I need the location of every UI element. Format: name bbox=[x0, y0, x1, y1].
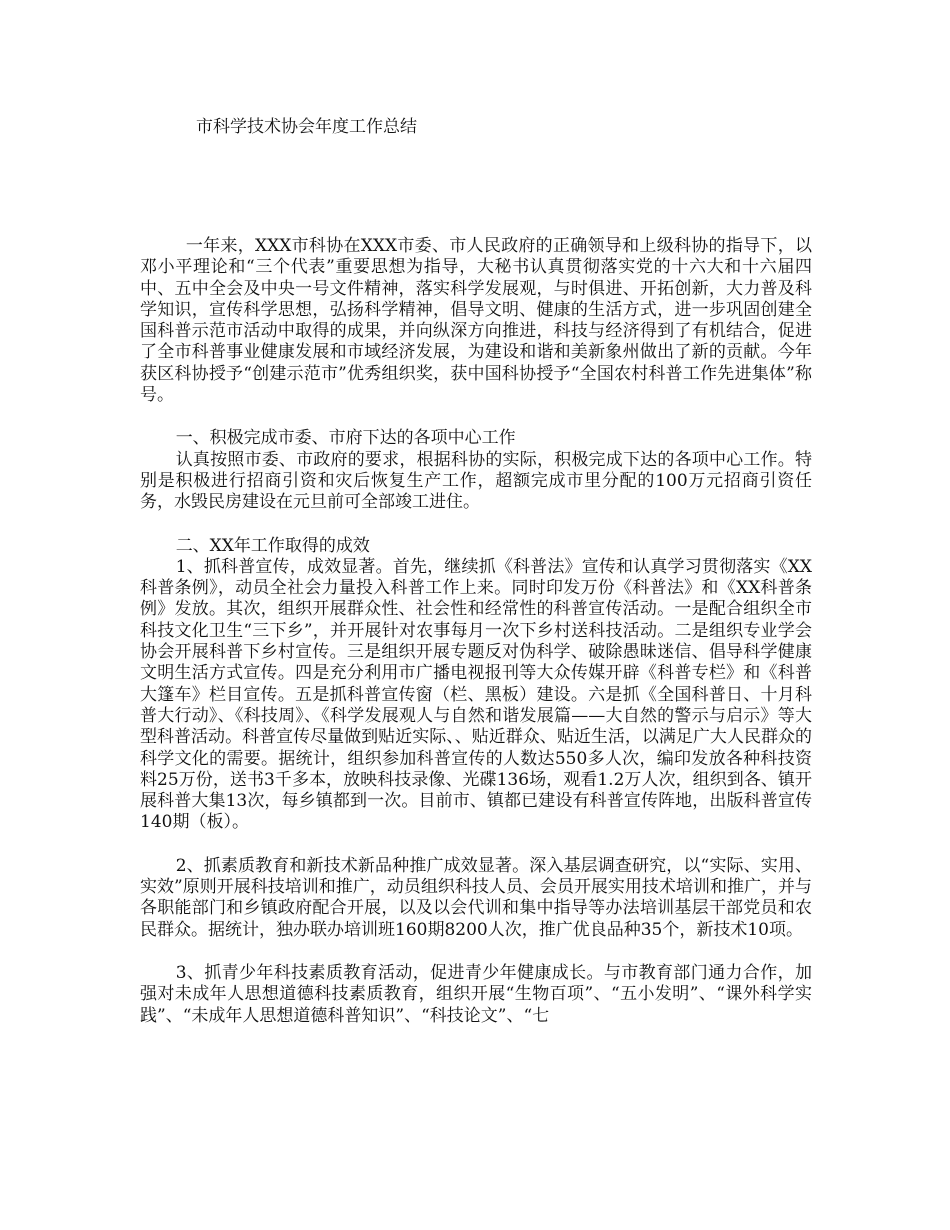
section-1-heading: 一、积极完成市委、市府下达的各项中心工作 bbox=[175, 428, 516, 449]
section-2-heading: 二、XX年工作取得的成效 bbox=[175, 535, 370, 556]
intro-paragraph: 一年来，XXX市科协在XXX市委、市人民政府的正确领导和上级科协的指导下，以邓小平理论和“三个代表”重要思想为指导，大秘书认真贯彻落实党的十六大和十六届四中、五中全会及中央一号文件精神，落实科学发展观，与时俱进、开拓创新，大力普及科学知识，宣传科学思想，弘扬科学精神，倡导文明、健康的生活方式，进一步巩固创建全国科普示范市活动中取得的成果，并向纵深方向推进，科技与经济得到了有机结合，促进了全市科普事业健康发展和市域经济发展，为建设和谐和美新象州做出了新的贡献。今年获区科协授予“创建示范市”优秀组织奖，获中国科协授予“全国农村科普工作先进集体”称号。 bbox=[140, 236, 812, 406]
document-title: 市科学技术协会年度工作总结 bbox=[196, 117, 417, 137]
section-1-paragraph: 认真按照市委、市政府的要求，根据科协的实际，积极完成下达的各项中心工作。特别是积极进行招商引资和灾后恢复生产工作，超额完成市里分配的100万元招商引资任务，水毁民房建设在元旦前可全部竣工进住。 bbox=[140, 449, 812, 513]
item-2-paragraph: 2、抓素质教育和新技术新品种推广成效显著。深入基层调查研究，以“实际、实用、实效”原则开展科技培训和推广，动员组织科技人员、会员开展实用技术培训和推广，并与各职能部门和乡镇政府配合开展，以及以会代训和集中指导等办法培训基层干部党员和农民群众。据统计，独办联办培训班160期8200人次，推广优良品种35个，新技术10项。 bbox=[140, 855, 812, 940]
document-body bbox=[140, 236, 812, 1027]
item-1-paragraph: 1、抓科普宣传，成效显著。首先，继续抓《科普法》宣传和认真学习贯彻落实《XX科普条例》，动员全社会力量投入科普工作上来。同时印发万份《科普法》和《XX科普条例》发放。其次，组织开展群众性、社会性和经常性的科普宣传活动。一是配合组织全市科技文化卫生“三下乡”，并开展针对农事每月一次下乡村送科技活动。二是组织专业学会协会开展科普下乡村宣传。三是组织开展专题反对伪科学、破除愚昧迷信、倡导科学健康文明生活方式宣传。四是充分利用市广播电视报刊等大众传媒开辟《科普专栏》和《科普大篷车》栏目宣传。五是抓科普宣传窗（栏、黑板）建设。六是抓《全国科普日、十月科普大行动》、《科技周》、《科学发展观人与自然和谐发展篇——大自然的警示与启示》等大型科普活动。科普宣传尽量做到贴近实际、、贴近群众、贴近生活，以满足广大人民群众的科学文化的需要。据统计，组织参加科普宣传的人数达550多人次，编印发放各种科技资料25万份，送书3千多本，放映科技录像、光碟136场，观看1.2万人次，组织到各、镇开展科普大集13次，每乡镇都到一次。目前市、镇都已建设有科普宣传阵地，出版科普宣传140期（板）。 bbox=[140, 556, 812, 833]
item-3-paragraph: 3、抓青少年科技素质教育活动，促进青少年健康成长。与市教育部门通力合作，加强对未成年人思想道德科技素质教育，组织开展“生物百项”、“五小发明”、“课外科学实践”、“未成年人思想道德科普知识”、“科技论文”、“七 bbox=[140, 962, 812, 1026]
